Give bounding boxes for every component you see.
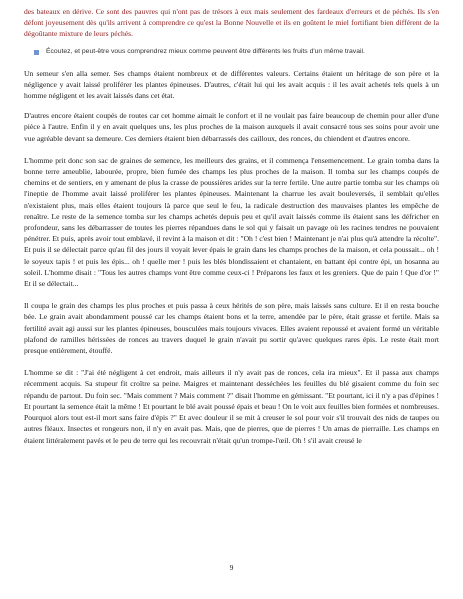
body-paragraph: L'homme se dit : "J'ai été négligent à cet endroit, mais ailleurs il n'y avait pas de ronces, cela ira mieux". Et il passa aux champs récemment acquis. Sa stupeur fit croître sa peine. Maigres et maintenant desséchées les feuilles du blé gisaient comme du foin sec répandu de partout. Du foin sec. "Mais comment ? Mais comment ?" disait l'homme en gémissant. "Et pourtant, ici il n'y a pas d'épines ! Et pourtant la semence était la même ! Et pourtant le blé avait poussé épais et beau ! On le voit aux feuilles bien formées et nombreuses. Pourquoi alors tout est-il mort sans faire d'épis ?" Et avec douleur il se mit à creuser le sol pour voir s'il trouvait des nids de taupes ou autres fléaux. Insectes et rongeurs non, il n'y en avait pas. Mais, que de pierres, que de pierres ! Un amas de pierraille. Les champs en étaient littéralement pavés et le peu de terre qui les recouvrait n'était qu'un trompe-l'œil. Oh ! s'il avait creusé le	[24, 368, 439, 445]
page-number: 9	[229, 563, 234, 572]
body-paragraph: Un semeur s'en alla semer. Ses champs étaient nombreux et de différentes valeurs. Certains étaient un héritage de son père et la négligence y avait laissé proliférer les plantes épineuses. D'autres, c'était lui qui les avait acquis : il les avait achetés tels quels à un homme négligent et les avait laissés dans cet état.	[24, 68, 439, 101]
body-paragraph: D'autres encore étaient coupés de routes car cet homme aimait le confort et il ne voulait pas faire beaucoup de chemin pour aller d'une pièce à l'autre. Enfin il y en avait quelques uns, les plus proches de la maison auxquels il avait consacré tous ses soins pour avoir une vue agréable devant sa demeure. Ces derniers étaient bien débarrassés des cailloux, des ronces, du chiendent et d'autres encore.	[24, 111, 439, 143]
body-paragraph: L'homme prit donc son sac de graines de semence, les meilleurs des grains, et il commença l'ensemencement. Le grain tomba dans la bonne terre ameublie, labourée, propre, bien fumée des champs les plus proches de la maison. Il tomba sur les champs coupés de chemins et de sentiers, en y amenant de plus la crasse de poussières arides sur la terre fertile. Une autre partie tomba sur les champs où l'ineptie de l'homme avait laissé proliférer les plantes épineuses. Maintenant la charrue les avait bouleversés, il semblait qu'elles n'existaient plus, mais elles étaient toujours là parce que seul le feu, la radicale destruction des mauvaises plantes les empêche de renaître. Le reste de la semence tomba sur les champs achetés depuis peu et qu'il avait laissés comme ils étaient sans les défricher en profondeur, sans les débarrasser de toutes les pierres répandues dans le sol qui y faisait un pavage où les racines tendres ne pouvaient pénétrer. Et puis, après avoir tout emblavé, il revint à la maison et dit : "Oh ! c'est bien ! Maintenant je n'ai plus qu'à attendre la récolte". Et puis il se délectait parce qu'au fil des jours il voyait lever épais le grain dans les champs proches de la maison, et cela poussait... oh ! le soyeux tapis ! et puis les épis... oh ! quelle mer ! puis les blés blondissaient et chantaient, en battant épi contre épi, un hosanna au soleil. L'homme disait : "Tous les autres champs vont être comme ceux-ci ! Préparons les faux et les greniers. Que de pain ! Que d'or !" Et il se délectait...	[24, 155, 439, 289]
intro-paragraph: des bateaux en dérive. Ce sont des pauvres qui n'ont pas de trésors à eux mais seulement des fardeaux d'erreurs et de péchés. Ils s'en défont joyeusement dès qu'ils arrivent à comprendre ce qu'est la Bonne Nouvelle et ils en goûtent le miel fortifiant bien différent de la dégoûtante mixture de leurs péchés.	[24, 7, 439, 39]
square-bullet-icon	[34, 50, 39, 55]
callout-text: Écoutez, et peut-être vous comprendrez mieux comme peuvent être différents les fruits d'un même travail.	[46, 47, 365, 55]
body-paragraph: Il coupa le grain des champs les plus proches et puis passa à ceux hérités de son père, mais laissés sans culture. Et il en resta bouche bée. Le grain avait abondamment poussé car les champs étaient bons et la terre, amendée par le père, était grasse et fertile. Mais sa fertilité avait agi aussi sur les plantes épineuses, bousculées mais toujours vivaces. Elles avaient repoussé et avaient formé un véritable plafond de ramilles hérissées de ronces au travers duquel le grain n'avait pu sortir qu'avec quelques rares épis. Le reste était mort presque entièrement, étouffé.	[24, 301, 439, 356]
callout	[34, 47, 439, 57]
